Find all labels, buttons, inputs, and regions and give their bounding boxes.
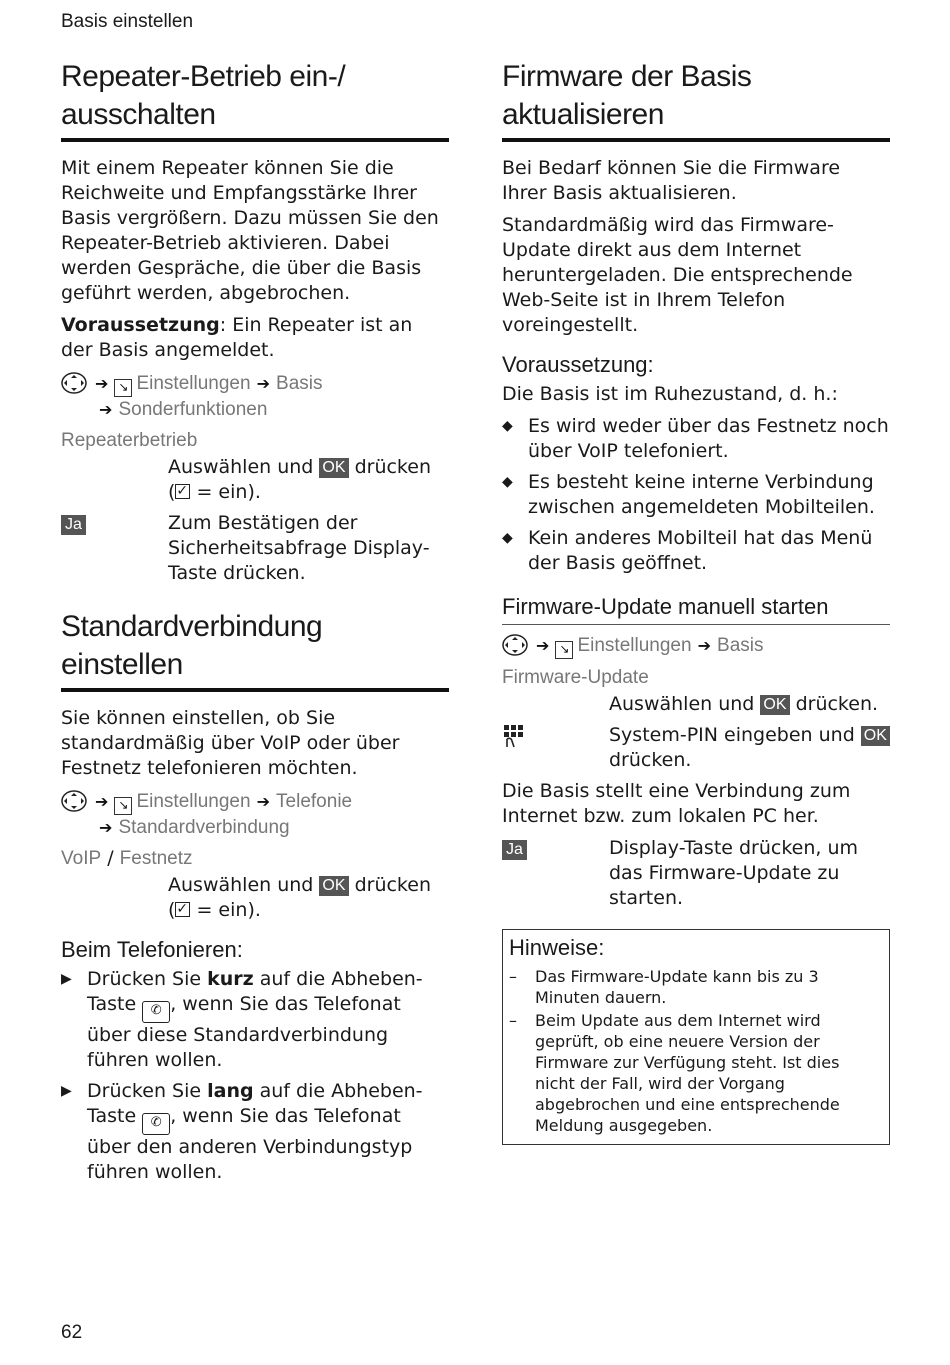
keypad-icon xyxy=(502,723,528,749)
control-key-icon xyxy=(61,372,87,394)
standard-step-select: Auswählen und OK drücken (✓ = ein). xyxy=(61,873,449,923)
repeater-step-confirm xyxy=(61,511,449,586)
notes-box xyxy=(502,929,890,1145)
firmware-step-pin xyxy=(502,723,890,773)
step-text: Auswählen und xyxy=(609,693,761,715)
settings-menu-icon: ↘ xyxy=(555,641,573,659)
menu-telefonie: Telefonie xyxy=(276,791,353,812)
menu-sonderfunktionen: Sonderfunktionen xyxy=(118,399,268,420)
diamond-bullet-icon: ◆ xyxy=(502,418,513,434)
step-text: Auswählen und xyxy=(168,874,320,896)
diamond-bullet-icon: ◆ xyxy=(502,474,513,490)
menu-basis: Basis xyxy=(717,635,764,656)
firmware-section-title: Firmware der Basis aktualisieren xyxy=(502,58,890,142)
list-item xyxy=(502,414,890,464)
running-header: Basis einstellen xyxy=(61,11,194,32)
repeater-section-title: Repeater-Betrieb ein-/ ausschalten xyxy=(61,58,449,142)
item-text: Drücken Sie xyxy=(87,968,208,990)
menu-standardverbindung: Standardverbindung xyxy=(118,817,290,838)
standard-connection-intro: Sie können einstellen, ob Sie standardmäßig über VoIP oder über Festnetz telefonieren möchten. xyxy=(61,707,400,779)
step-text: System-PIN eingeben und xyxy=(609,724,861,746)
ja-display-key: Ja xyxy=(61,515,86,535)
list-item xyxy=(61,1079,449,1185)
arrow-icon: ➔ xyxy=(256,374,270,393)
step-text: Zum Bestätigen der Sicherheitsabfrage Display-Taste drücken. xyxy=(168,512,430,584)
menu-option-festnetz: Festnetz xyxy=(119,848,193,869)
triangle-bullet-icon: ▶ xyxy=(61,971,72,987)
firmware-menu-path xyxy=(502,633,890,659)
prerequisite-intro: Die Basis ist im Ruhezustand, d. h.: xyxy=(502,383,838,405)
list-item xyxy=(502,526,890,576)
firmware-step-start xyxy=(502,836,890,911)
step-text: drücken. xyxy=(609,749,692,771)
firmware-p2: Standardmäßig wird das Firmware-Update direkt aus dem Internet heruntergeladen. Die entsprechende Web-Seite ist in Ihrem Telefon voreingestellt. xyxy=(502,214,853,336)
menu-einstellungen: Einstellungen xyxy=(136,373,251,394)
triangle-bullet-icon: ▶ xyxy=(61,1083,72,1099)
left-column xyxy=(61,58,449,1191)
firmware-p1: Bei Bedarf können Sie die Firmware Ihrer Basis aktualisieren. xyxy=(502,157,841,204)
talk-key-icon: ✆ xyxy=(142,1113,170,1135)
standard-menu-path xyxy=(61,789,449,815)
menu-basis: Basis xyxy=(276,373,323,394)
note-text: Beim Update aus dem Internet wird geprüft, ob eine neuere Version der Firmware zur Verfügung steht. Ist dies nicht der Fall, wird der Vorgang abgebrochen und eine entsprechende Meldung ausgegeben. xyxy=(535,1011,840,1135)
arrow-icon: ➔ xyxy=(697,636,711,655)
repeater-menu-path xyxy=(61,371,449,397)
note-item: – Beim Update aus dem Internet wird geprüft, ob eine neuere Version der Firmware zur Verfügung steht. Ist dies nicht der Fall, wird der Vorgang abgebrochen und eine entsprechende Meldung ausgegeben. xyxy=(509,1010,883,1136)
control-key-icon xyxy=(61,790,87,812)
ok-key-icon: OK xyxy=(319,458,348,478)
settings-menu-icon: ↘ xyxy=(114,379,132,397)
right-column xyxy=(502,58,890,1145)
item-text: , wenn Sie das Telefonat über den anderen Verbindungstyp führen wollen. xyxy=(87,1105,413,1183)
item-text: , wenn Sie das Telefonat über diese Standardverbindung führen wollen. xyxy=(87,993,401,1071)
firmware-step-select xyxy=(502,692,890,717)
checkbox-checked-icon xyxy=(175,902,190,917)
arrow-icon: ➔ xyxy=(256,792,270,811)
menu-einstellungen: Einstellungen xyxy=(136,791,251,812)
standard-menu-path-cont xyxy=(99,815,449,840)
prerequisite-label: Voraussetzung xyxy=(61,314,220,336)
ja-display-key: Ja xyxy=(502,840,527,860)
standard-connection-title: Standardverbindung einstellen xyxy=(61,608,449,692)
step-text: drücken xyxy=(348,456,431,478)
step-text: drücken xyxy=(348,874,431,896)
arrow-icon: ➔ xyxy=(95,792,109,811)
option-separator: / xyxy=(101,847,120,869)
control-key-icon xyxy=(502,634,528,656)
menu-option-firmware-update: Firmware-Update xyxy=(502,667,649,688)
beim-telefonieren-heading: Beim Telefonieren: xyxy=(61,937,243,962)
page-number: 62 xyxy=(61,1322,83,1343)
note-item: – Das Firmware-Update kann bis zu 3 Minuten dauern. xyxy=(509,966,883,1008)
item-text: Es besteht keine interne Verbindung zwischen angemeldeten Mobilteilen. xyxy=(528,471,875,518)
firmware-p3: Die Basis stellt eine Verbindung zum Internet bzw. zum lokalen PC her. xyxy=(502,780,851,827)
item-bold: lang xyxy=(207,1080,254,1102)
prerequisite-heading: Voraussetzung: xyxy=(502,352,654,377)
menu-option-voip: VoIP xyxy=(61,848,102,869)
item-text: Drücken Sie xyxy=(87,1080,208,1102)
arrow-icon: ➔ xyxy=(95,374,109,393)
ok-key-icon: OK xyxy=(319,876,348,896)
settings-menu-icon: ↘ xyxy=(114,797,132,815)
step-text: Display-Taste drücken, um das Firmware-Update zu starten. xyxy=(609,837,859,909)
step-text: Auswählen und xyxy=(168,456,320,478)
repeater-menu-path-cont xyxy=(99,397,449,422)
item-text: Kein anderes Mobilteil hat das Menü der Basis geöffnet. xyxy=(528,527,873,574)
item-text: Es wird weder über das Festnetz noch über VoIP telefoniert. xyxy=(528,415,889,462)
repeater-prerequisite xyxy=(61,313,449,363)
repeater-step-select: Auswählen und OK drücken (✓ = ein). xyxy=(61,455,449,505)
repeater-intro: Mit einem Repeater können Sie die Reichweite und Empfangsstärke Ihrer Basis vergrößern. Dazu müssen Sie den Repeater-Betrieb aktivieren. Dabei werden Gespräche, die über die Basis geführt werden, abgebrochen. xyxy=(61,157,439,304)
menu-options-voip-festnetz xyxy=(61,846,449,871)
list-item xyxy=(61,967,449,1073)
arrow-icon: ➔ xyxy=(536,636,550,655)
talk-key-icon: ✆ xyxy=(142,1001,170,1023)
ok-key-icon: OK xyxy=(861,726,890,746)
step-text: = ein). xyxy=(196,481,261,503)
item-text: auf die Abheben-Taste xyxy=(87,1080,423,1127)
item-bold: kurz xyxy=(207,968,254,990)
arrow-icon: ➔ xyxy=(99,400,113,419)
notes-title: Hinweise: xyxy=(509,935,605,960)
list-item xyxy=(502,470,890,520)
manual-update-heading: Firmware-Update manuell starten xyxy=(502,594,890,625)
step-text: drücken. xyxy=(789,693,879,715)
ok-key-icon: OK xyxy=(760,695,789,715)
note-text: Das Firmware-Update kann bis zu 3 Minuten dauern. xyxy=(535,967,819,1007)
menu-einstellungen: Einstellungen xyxy=(577,635,692,656)
menu-option-repeaterbetrieb: Repeaterbetrieb xyxy=(61,430,198,451)
arrow-icon: ➔ xyxy=(99,818,113,837)
prerequisite-text: : Ein Repeater ist an der Basis angemeldet. xyxy=(61,314,413,361)
step-text: = ein). xyxy=(196,899,261,921)
diamond-bullet-icon: ◆ xyxy=(502,530,513,546)
item-text: auf die Abheben-Taste xyxy=(87,968,423,1015)
checkbox-checked-icon xyxy=(175,484,190,499)
